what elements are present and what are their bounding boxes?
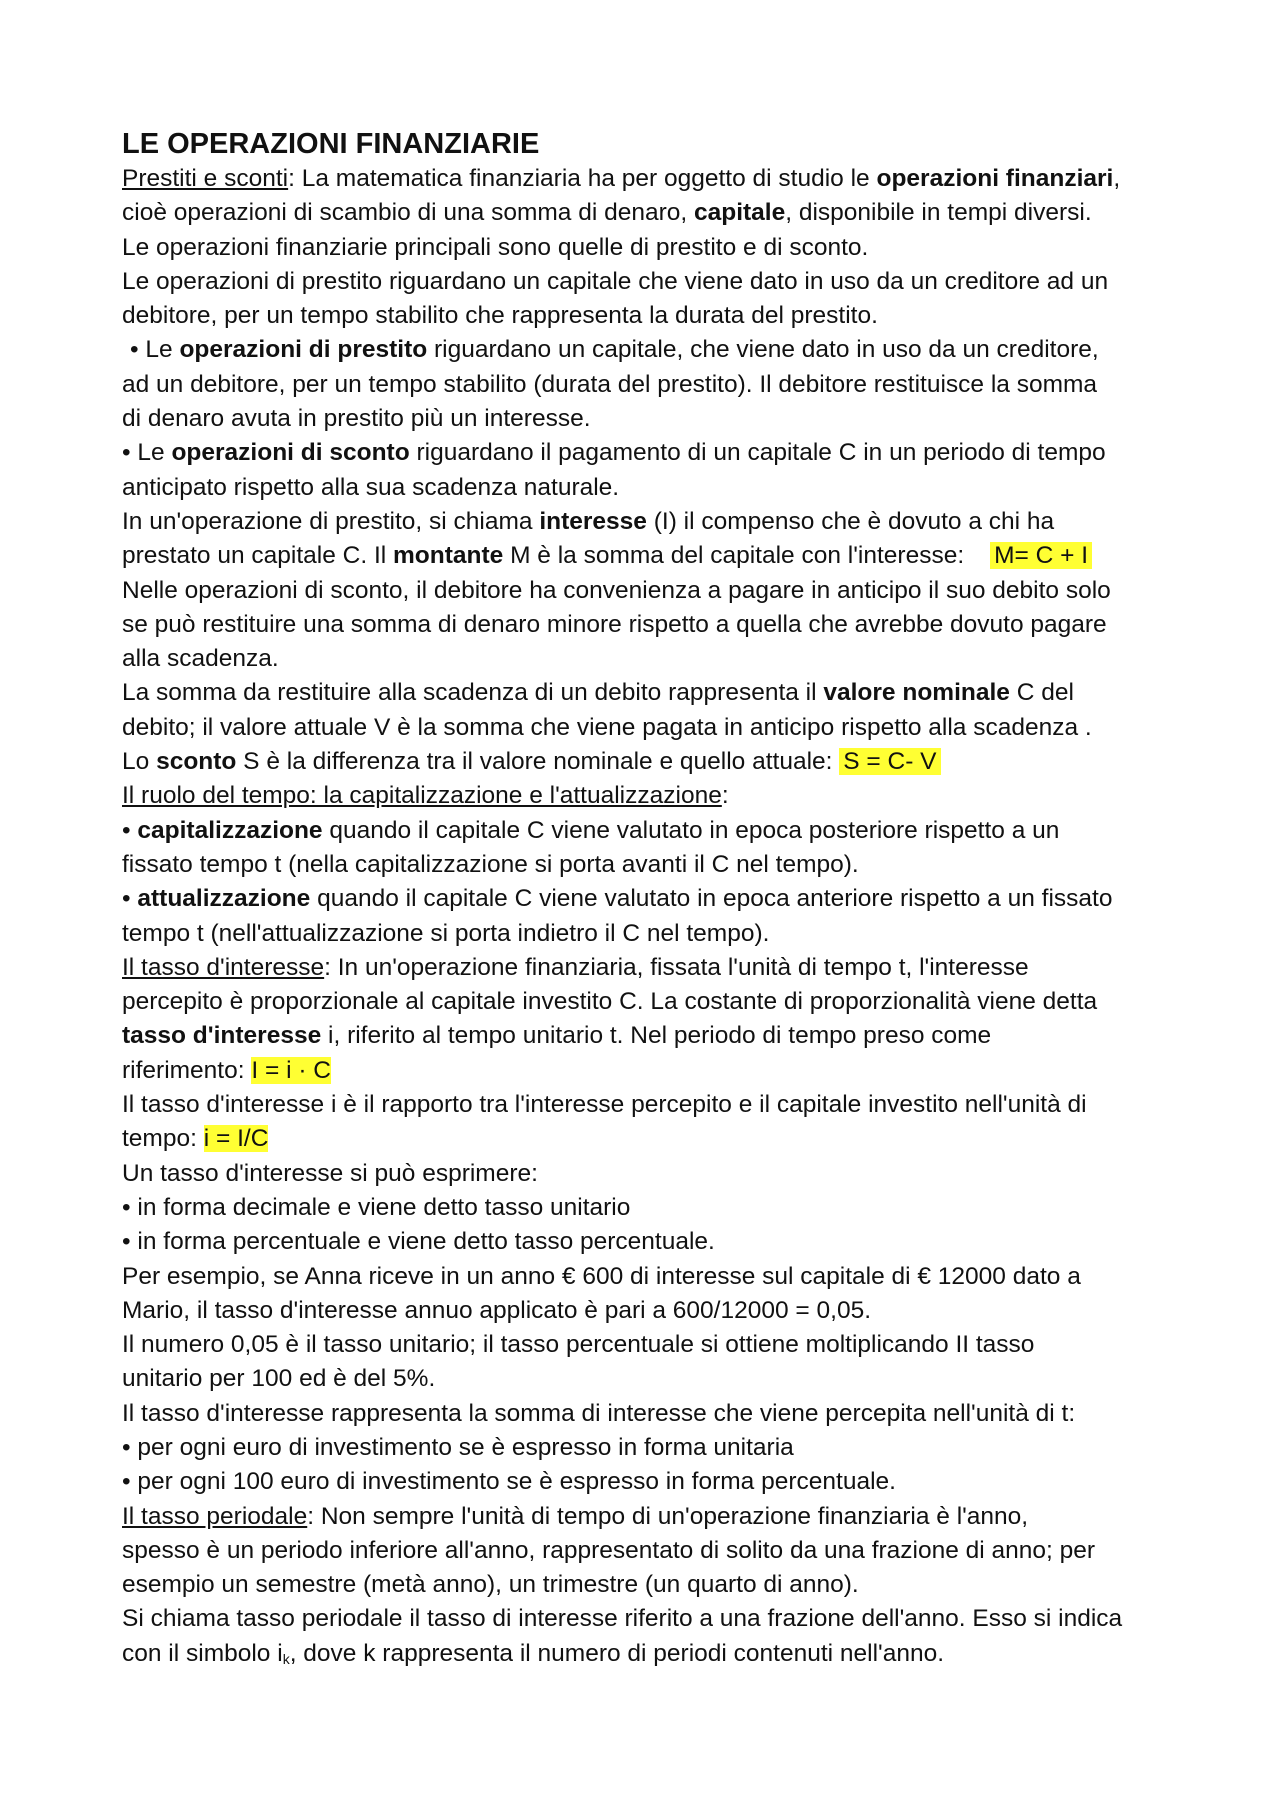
bullet-line: • in forma decimale e viene detto tasso unitario <box>122 1193 631 1221</box>
paragraph-line: prestato un capitale C. Il montante M è la somma del capitale con l'interesse: M= C + I <box>122 539 1172 573</box>
paragraph-line: tempo t (nell'attualizzazione si porta indietro il C nel tempo). <box>122 919 770 947</box>
paragraph-line: spesso è un periodo inferiore all'anno, rappresentato di solito da una frazione di anno; per <box>122 1536 1096 1564</box>
bullet-line: • per ogni 100 euro di investimento se è espresso in forma percentuale. <box>122 1468 896 1496</box>
paragraph-line: riferimento: I = i · C <box>122 1056 331 1084</box>
paragraph-line: di denaro avuta in prestito più un interesse. <box>122 405 591 433</box>
formula-tasso: i = I/C <box>203 1125 269 1153</box>
paragraph-line: fissato tempo t (nella capitalizzazione si porta avanti il C nel tempo). <box>122 850 859 878</box>
paragraph-line: tempo: i = I/C <box>122 1125 269 1153</box>
paragraph-line: ad un debitore, per un tempo stabilito (durata del prestito). Il debitore restituisce la somma <box>122 370 1098 398</box>
paragraph-line: alla scadenza. <box>122 645 279 673</box>
paragraph-line: Il tasso d'interesse rappresenta la somma di interesse che viene percepita nell'unità di t: <box>122 1399 1076 1427</box>
formula-montante: M= C + I <box>990 542 1092 569</box>
paragraph-line: Per esempio, se Anna riceve in un anno € 600 di interesse sul capitale di € 12000 dato a <box>122 1262 1081 1290</box>
paragraph-line: Un tasso d'interesse si può esprimere: <box>122 1159 538 1187</box>
subscript-k: k <box>282 1650 290 1667</box>
bullet-line: • capitalizzazione quando il capitale C viene valutato in epoca posteriore rispetto a un <box>122 816 1060 844</box>
section-heading: Il tasso periodale <box>122 1502 308 1530</box>
paragraph-line: Il tasso d'interesse: In un'operazione finanziaria, fissata l'unità di tempo t, l'interesse <box>122 953 1029 981</box>
paragraph-line: Nelle operazioni di sconto, il debitore ha convenienza a pagare in anticipo il suo debito solo <box>122 576 1111 604</box>
bullet-line: • Le operazioni di prestito riguardano un capitale, che viene dato in uso da un creditore, <box>130 336 1099 364</box>
paragraph-line: Prestiti e sconti: La matematica finanziaria ha per oggetto di studio le operazioni finanziari, <box>122 165 1121 192</box>
paragraph-line: Lo sconto S è la differenza tra il valore nominale e quello attuale: S = C- V <box>122 745 1172 779</box>
paragraph-line: Il tasso periodale: Non sempre l'unità di tempo di un'operazione finanziaria è l'anno, <box>122 1502 1029 1530</box>
formula-interesse: I = i · C <box>251 1056 331 1084</box>
paragraph-line: La somma da restituire alla scadenza di un debito rappresenta il valore nominale C del <box>122 679 1074 707</box>
paragraph-line: con il simbolo $i_k$, dove k rappresenta il numero di periodi contenuti nell'anno. <box>122 1639 945 1667</box>
paragraph-line: Il numero 0,05 è il tasso unitario; il tasso percentuale si ottiene moltiplicando II tasso <box>122 1331 1035 1359</box>
bullet-line: • per ogni euro di investimento se è espresso in forma unitaria <box>122 1433 794 1461</box>
document-page <box>122 126 1172 1671</box>
paragraph-line: esempio un semestre (metà anno), un trimestre (un quarto di anno). <box>122 1571 859 1599</box>
paragraph-line: cioè operazioni di scambio di una somma di denaro, capitale, disponibile in tempi diversi. <box>122 199 1092 227</box>
paragraph-line: debitore, per un tempo stabilito che rappresenta la durata del prestito. <box>122 302 878 330</box>
section-heading: Il tasso d'interesse <box>122 953 325 981</box>
paragraph-line: se può restituire una somma di denaro minore rispetto a quella che avrebbe dovuto pagare <box>122 610 1107 638</box>
paragraph-line: Le operazioni di prestito riguardano un capitale che viene dato in uso da un creditore ad un <box>122 267 1109 295</box>
section-heading: Prestiti e sconti <box>122 165 289 192</box>
bullet-line: • in forma percentuale e viene detto tasso percentuale. <box>122 1228 715 1256</box>
paragraph-line: tasso d'interesse i, riferito al tempo unitario t. Nel periodo di tempo preso come <box>122 1022 992 1050</box>
formula-sconto: S = C- V <box>839 748 940 775</box>
paragraph-line: anticipato rispetto alla sua scadenza naturale. <box>122 473 620 501</box>
paragraph-line: Si chiama tasso periodale il tasso di interesse riferito a una frazione dell'anno. Esso si indica <box>122 1605 1123 1633</box>
paragraph-line: Le operazioni finanziarie principali sono quelle di prestito e di sconto. <box>122 233 869 261</box>
paragraph-line: percepito è proporzionale al capitale investito C. La costante di proporzionalità viene detta <box>122 988 1098 1016</box>
paragraph-line: Il ruolo del tempo: la capitalizzazione e l'attualizzazione: <box>122 782 729 810</box>
paragraph-line: unitario per 100 ed è del 5%. <box>122 1365 436 1393</box>
bullet-line: • Le operazioni di sconto riguardano il pagamento di un capitale C in un periodo di tempo <box>122 439 1106 467</box>
paragraph-line: Mario, il tasso d'interesse annuo applicato è pari a 600/12000 = 0,05. <box>122 1296 872 1324</box>
paragraph-line: In un'operazione di prestito, si chiama interesse (I) il compenso che è dovuto a chi ha <box>122 507 1055 535</box>
page-title: LE OPERAZIONI FINANZIARIE <box>122 128 540 160</box>
section-heading: Il ruolo del tempo: la capitalizzazione e l'attualizzazione <box>122 782 722 810</box>
paragraph-line: debito; il valore attuale V è la somma che viene pagata in anticipo rispetto alla scadenza . <box>122 713 1092 741</box>
bullet-line: • attualizzazione quando il capitale C viene valutato in epoca anteriore rispetto a un fissato <box>122 885 1113 913</box>
paragraph-line: Il tasso d'interesse i è il rapporto tra l'interesse percepito e il capitale investito nell'unità di <box>122 1091 1087 1119</box>
